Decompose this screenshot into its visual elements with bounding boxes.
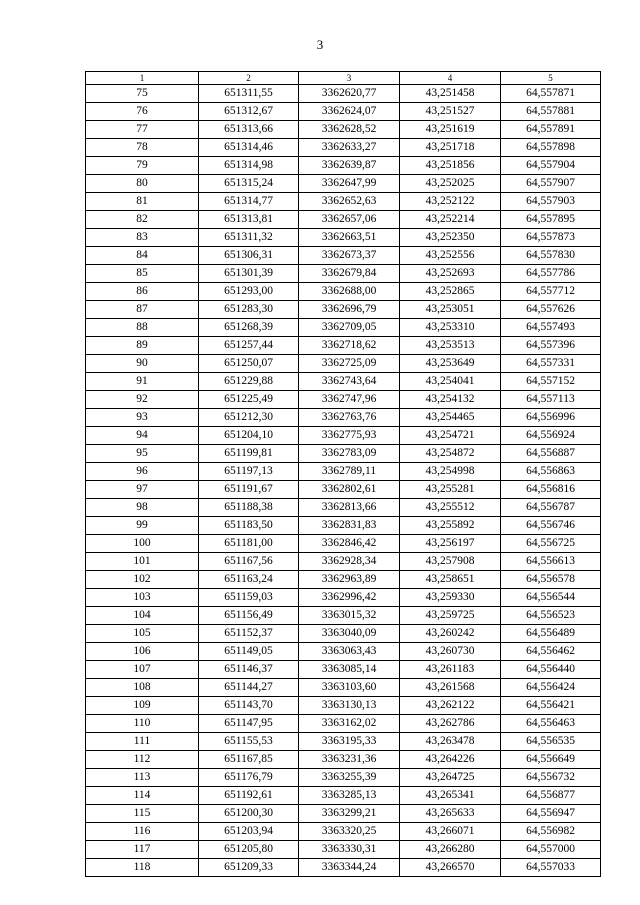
table-cell: 43,255512 <box>400 499 501 517</box>
table-cell: 43,252350 <box>400 229 501 247</box>
table-cell: 43,254872 <box>400 445 501 463</box>
table-cell: 43,251718 <box>400 139 501 157</box>
table-cell: 100 <box>86 535 199 553</box>
table-cell: 43,260730 <box>400 643 501 661</box>
column-header: 4 <box>400 72 501 85</box>
table-row <box>86 103 601 121</box>
table-cell: 651156,49 <box>199 607 299 625</box>
table-cell: 3362679,84 <box>299 265 400 283</box>
table-cell: 64,556924 <box>501 427 601 445</box>
table-cell: 651191,67 <box>199 481 299 499</box>
table-cell: 651229,88 <box>199 373 299 391</box>
table-cell: 3362696,79 <box>299 301 400 319</box>
table-cell: 64,557871 <box>501 85 601 103</box>
table-cell: 64,556982 <box>501 823 601 841</box>
table-row <box>86 841 601 859</box>
column-header: 3 <box>299 72 400 85</box>
table-cell: 43,251458 <box>400 85 501 103</box>
table-cell: 3362789,11 <box>299 463 400 481</box>
table-cell: 43,260242 <box>400 625 501 643</box>
table-cell: 651146,37 <box>199 661 299 679</box>
table-cell: 64,557331 <box>501 355 601 373</box>
table-cell: 3362743,64 <box>299 373 400 391</box>
table-cell: 77 <box>86 121 199 139</box>
table-cell: 64,556578 <box>501 571 601 589</box>
table-cell: 3362709,05 <box>299 319 400 337</box>
table-row <box>86 211 601 229</box>
table-cell: 64,556462 <box>501 643 601 661</box>
table-cell: 106 <box>86 643 199 661</box>
table-cell: 79 <box>86 157 199 175</box>
table-cell: 115 <box>86 805 199 823</box>
table-cell: 64,556649 <box>501 751 601 769</box>
table-cell: 64,557903 <box>501 193 601 211</box>
table-cell: 651312,67 <box>199 103 299 121</box>
table-row <box>86 319 601 337</box>
table-cell: 651314,77 <box>199 193 299 211</box>
table-row <box>86 733 601 751</box>
table-cell: 85 <box>86 265 199 283</box>
table-cell: 43,253649 <box>400 355 501 373</box>
coordinates-table <box>85 71 601 877</box>
table-cell: 64,556523 <box>501 607 601 625</box>
table-row <box>86 175 601 193</box>
table-cell: 3363299,21 <box>299 805 400 823</box>
table-cell: 64,557396 <box>501 337 601 355</box>
table-cell: 113 <box>86 769 199 787</box>
table-row <box>86 355 601 373</box>
table-cell: 43,254721 <box>400 427 501 445</box>
table-cell: 651181,00 <box>199 535 299 553</box>
table-cell: 651205,80 <box>199 841 299 859</box>
table-cell: 78 <box>86 139 199 157</box>
table-cell: 3362647,99 <box>299 175 400 193</box>
table-row <box>86 283 601 301</box>
table-cell: 651250,07 <box>199 355 299 373</box>
table-cell: 651197,13 <box>199 463 299 481</box>
table-cell: 64,556725 <box>501 535 601 553</box>
table-cell: 75 <box>86 85 199 103</box>
table-row <box>86 607 601 625</box>
table-row <box>86 751 601 769</box>
table-cell: 3363040,09 <box>299 625 400 643</box>
table-cell: 81 <box>86 193 199 211</box>
table-cell: 43,263478 <box>400 733 501 751</box>
table-cell: 76 <box>86 103 199 121</box>
table-cell: 64,556440 <box>501 661 601 679</box>
table-cell: 43,264725 <box>400 769 501 787</box>
table-cell: 43,262786 <box>400 715 501 733</box>
table-cell: 105 <box>86 625 199 643</box>
table-cell: 118 <box>86 859 199 877</box>
table-row <box>86 427 601 445</box>
table-cell: 43,257908 <box>400 553 501 571</box>
table-cell: 651152,37 <box>199 625 299 643</box>
table-cell: 64,556535 <box>501 733 601 751</box>
table-cell: 64,557786 <box>501 265 601 283</box>
table-cell: 3362718,62 <box>299 337 400 355</box>
table-cell: 43,252025 <box>400 175 501 193</box>
table-cell: 64,557904 <box>501 157 601 175</box>
table-cell: 64,556996 <box>501 409 601 427</box>
table-cell: 651306,31 <box>199 247 299 265</box>
table-cell: 3362628,52 <box>299 121 400 139</box>
table-cell: 3362747,96 <box>299 391 400 409</box>
table-cell: 651315,24 <box>199 175 299 193</box>
table-cell: 651268,39 <box>199 319 299 337</box>
table-cell: 94 <box>86 427 199 445</box>
table-cell: 92 <box>86 391 199 409</box>
table-cell: 3362663,51 <box>299 229 400 247</box>
table-cell: 43,254465 <box>400 409 501 427</box>
table-row <box>86 769 601 787</box>
page-number: 3 <box>316 37 324 52</box>
table-cell: 43,254041 <box>400 373 501 391</box>
table-cell: 651147,95 <box>199 715 299 733</box>
table-cell: 43,253310 <box>400 319 501 337</box>
table-cell: 3362813,66 <box>299 499 400 517</box>
table-row <box>86 589 601 607</box>
table-cell: 109 <box>86 697 199 715</box>
table-cell: 3362928,34 <box>299 553 400 571</box>
table-cell: 43,252693 <box>400 265 501 283</box>
table-cell: 651313,81 <box>199 211 299 229</box>
table-cell: 43,253051 <box>400 301 501 319</box>
table-cell: 43,265341 <box>400 787 501 805</box>
table-cell: 651257,44 <box>199 337 299 355</box>
table-cell: 97 <box>86 481 199 499</box>
table-row <box>86 805 601 823</box>
table-cell: 43,253513 <box>400 337 501 355</box>
table-cell: 651314,46 <box>199 139 299 157</box>
table-row <box>86 517 601 535</box>
table-cell: 651225,49 <box>199 391 299 409</box>
table-cell: 87 <box>86 301 199 319</box>
table-row <box>86 337 601 355</box>
table-cell: 64,556863 <box>501 463 601 481</box>
table-cell: 43,259330 <box>400 589 501 607</box>
table-cell: 651311,55 <box>199 85 299 103</box>
table-cell: 64,556816 <box>501 481 601 499</box>
table-cell: 43,252122 <box>400 193 501 211</box>
table-row <box>86 409 601 427</box>
table-cell: 3362996,42 <box>299 589 400 607</box>
table-row <box>86 157 601 175</box>
table-cell: 43,255281 <box>400 481 501 499</box>
table-row <box>86 445 601 463</box>
table-cell: 3363195,33 <box>299 733 400 751</box>
table-cell: 101 <box>86 553 199 571</box>
table-cell: 3363231,36 <box>299 751 400 769</box>
table-cell: 651155,53 <box>199 733 299 751</box>
table-cell: 43,251619 <box>400 121 501 139</box>
table-row <box>86 859 601 877</box>
table-cell: 3362624,07 <box>299 103 400 121</box>
table-cell: 89 <box>86 337 199 355</box>
table-cell: 3363103,60 <box>299 679 400 697</box>
table-cell: 64,557152 <box>501 373 601 391</box>
table-cell: 3362633,27 <box>299 139 400 157</box>
table-cell: 3363330,31 <box>299 841 400 859</box>
table-cell: 64,557898 <box>501 139 601 157</box>
table-cell: 651188,38 <box>199 499 299 517</box>
table-cell: 3362783,09 <box>299 445 400 463</box>
table-cell: 96 <box>86 463 199 481</box>
table-cell: 64,557000 <box>501 841 601 859</box>
table-cell: 651176,79 <box>199 769 299 787</box>
table-row <box>86 499 601 517</box>
table-cell: 43,254998 <box>400 463 501 481</box>
table-cell: 3362831,83 <box>299 517 400 535</box>
table-cell: 651311,32 <box>199 229 299 247</box>
table-row <box>86 535 601 553</box>
table-row <box>86 463 601 481</box>
table-cell: 651301,39 <box>199 265 299 283</box>
table-cell: 3363285,13 <box>299 787 400 805</box>
table-cell: 43,264226 <box>400 751 501 769</box>
table-cell: 3362673,37 <box>299 247 400 265</box>
table-cell: 102 <box>86 571 199 589</box>
table-cell: 651144,27 <box>199 679 299 697</box>
table-cell: 91 <box>86 373 199 391</box>
table-row <box>86 139 601 157</box>
column-header: 1 <box>86 72 199 85</box>
table-cell: 3362639,87 <box>299 157 400 175</box>
table-row <box>86 247 601 265</box>
table-cell: 651192,61 <box>199 787 299 805</box>
table-cell: 651204,10 <box>199 427 299 445</box>
table-cell: 64,557895 <box>501 211 601 229</box>
table-cell: 651167,85 <box>199 751 299 769</box>
table-cell: 64,557873 <box>501 229 601 247</box>
table-cell: 43,262122 <box>400 697 501 715</box>
table-cell: 43,266280 <box>400 841 501 859</box>
table-cell: 3362963,89 <box>299 571 400 589</box>
table-row <box>86 679 601 697</box>
table-cell: 114 <box>86 787 199 805</box>
table-row <box>86 373 601 391</box>
table-row <box>86 229 601 247</box>
table-cell: 651313,66 <box>199 121 299 139</box>
table-cell: 64,556877 <box>501 787 601 805</box>
table-cell: 64,557891 <box>501 121 601 139</box>
table-cell: 3362652,63 <box>299 193 400 211</box>
table-cell: 43,265633 <box>400 805 501 823</box>
table-cell: 651212,30 <box>199 409 299 427</box>
table-cell: 651314,98 <box>199 157 299 175</box>
table-row <box>86 391 601 409</box>
table-cell: 86 <box>86 283 199 301</box>
table-cell: 64,557626 <box>501 301 601 319</box>
table-cell: 43,258651 <box>400 571 501 589</box>
table-row <box>86 643 601 661</box>
table-row <box>86 697 601 715</box>
table-cell: 43,256197 <box>400 535 501 553</box>
table-cell: 43,261183 <box>400 661 501 679</box>
table-cell: 651143,70 <box>199 697 299 715</box>
table-cell: 651163,24 <box>199 571 299 589</box>
table-cell: 43,255892 <box>400 517 501 535</box>
table-cell: 64,556787 <box>501 499 601 517</box>
table-cell: 64,557830 <box>501 247 601 265</box>
table-cell: 88 <box>86 319 199 337</box>
table-cell: 116 <box>86 823 199 841</box>
table-cell: 107 <box>86 661 199 679</box>
table-row <box>86 715 601 733</box>
table-cell: 64,556947 <box>501 805 601 823</box>
table-cell: 651200,30 <box>199 805 299 823</box>
table-cell: 3363085,14 <box>299 661 400 679</box>
table-row <box>86 625 601 643</box>
table-cell: 43,261568 <box>400 679 501 697</box>
header-row <box>86 72 601 85</box>
table-cell: 43,266570 <box>400 859 501 877</box>
table-cell: 64,557113 <box>501 391 601 409</box>
table-cell: 43,254132 <box>400 391 501 409</box>
table-cell: 80 <box>86 175 199 193</box>
table-cell: 64,557881 <box>501 103 601 121</box>
table-cell: 651293,00 <box>199 283 299 301</box>
table-cell: 43,266071 <box>400 823 501 841</box>
table-cell: 93 <box>86 409 199 427</box>
table-cell: 3363130,13 <box>299 697 400 715</box>
table-cell: 117 <box>86 841 199 859</box>
table-cell: 64,556887 <box>501 445 601 463</box>
table-cell: 64,556613 <box>501 553 601 571</box>
table-cell: 95 <box>86 445 199 463</box>
table-cell: 3362725,09 <box>299 355 400 373</box>
table-cell: 3362802,61 <box>299 481 400 499</box>
table-cell: 43,252556 <box>400 247 501 265</box>
table-cell: 43,251527 <box>400 103 501 121</box>
table-cell: 64,556489 <box>501 625 601 643</box>
table-cell: 84 <box>86 247 199 265</box>
table-row <box>86 823 601 841</box>
table-row <box>86 553 601 571</box>
table-cell: 64,557493 <box>501 319 601 337</box>
table-cell: 3363320,25 <box>299 823 400 841</box>
table-cell: 43,252214 <box>400 211 501 229</box>
table-cell: 82 <box>86 211 199 229</box>
table-cell: 651209,33 <box>199 859 299 877</box>
column-header: 2 <box>199 72 299 85</box>
table-cell: 64,557907 <box>501 175 601 193</box>
table-cell: 108 <box>86 679 199 697</box>
table-cell: 651283,30 <box>199 301 299 319</box>
table-cell: 64,557712 <box>501 283 601 301</box>
table-row <box>86 121 601 139</box>
table-header <box>86 72 601 85</box>
table-cell: 112 <box>86 751 199 769</box>
table-cell: 651203,94 <box>199 823 299 841</box>
table-cell: 90 <box>86 355 199 373</box>
table-cell: 3362775,93 <box>299 427 400 445</box>
table-row <box>86 787 601 805</box>
table-cell: 3363255,39 <box>299 769 400 787</box>
table-cell: 651149,05 <box>199 643 299 661</box>
table-body <box>86 85 601 877</box>
table-cell: 110 <box>86 715 199 733</box>
table-cell: 3362657,06 <box>299 211 400 229</box>
table-cell: 3362846,42 <box>299 535 400 553</box>
table-row <box>86 571 601 589</box>
table-row <box>86 481 601 499</box>
column-header: 5 <box>501 72 601 85</box>
table-cell: 104 <box>86 607 199 625</box>
table-cell: 3363162,02 <box>299 715 400 733</box>
table-cell: 651167,56 <box>199 553 299 571</box>
table-cell: 83 <box>86 229 199 247</box>
table-cell: 43,251856 <box>400 157 501 175</box>
table-cell: 651159,03 <box>199 589 299 607</box>
table-cell: 43,259725 <box>400 607 501 625</box>
table-cell: 111 <box>86 733 199 751</box>
table-cell: 651183,50 <box>199 517 299 535</box>
table-cell: 43,252865 <box>400 283 501 301</box>
table-cell: 64,556421 <box>501 697 601 715</box>
table-cell: 3362763,76 <box>299 409 400 427</box>
table-cell: 99 <box>86 517 199 535</box>
table-row <box>86 301 601 319</box>
table-cell: 64,556544 <box>501 589 601 607</box>
table-cell: 64,556746 <box>501 517 601 535</box>
table-cell: 3362688,00 <box>299 283 400 301</box>
table-cell: 64,556424 <box>501 679 601 697</box>
table-cell: 3362620,77 <box>299 85 400 103</box>
table-cell: 64,556463 <box>501 715 601 733</box>
table-cell: 3363344,24 <box>299 859 400 877</box>
table-row <box>86 265 601 283</box>
table-row <box>86 85 601 103</box>
table-cell: 3363063,43 <box>299 643 400 661</box>
table-cell: 98 <box>86 499 199 517</box>
table-cell: 64,557033 <box>501 859 601 877</box>
table-cell: 651199,81 <box>199 445 299 463</box>
table-cell: 3363015,32 <box>299 607 400 625</box>
table-row <box>86 661 601 679</box>
table-cell: 103 <box>86 589 199 607</box>
table-row <box>86 193 601 211</box>
table-cell: 64,556732 <box>501 769 601 787</box>
